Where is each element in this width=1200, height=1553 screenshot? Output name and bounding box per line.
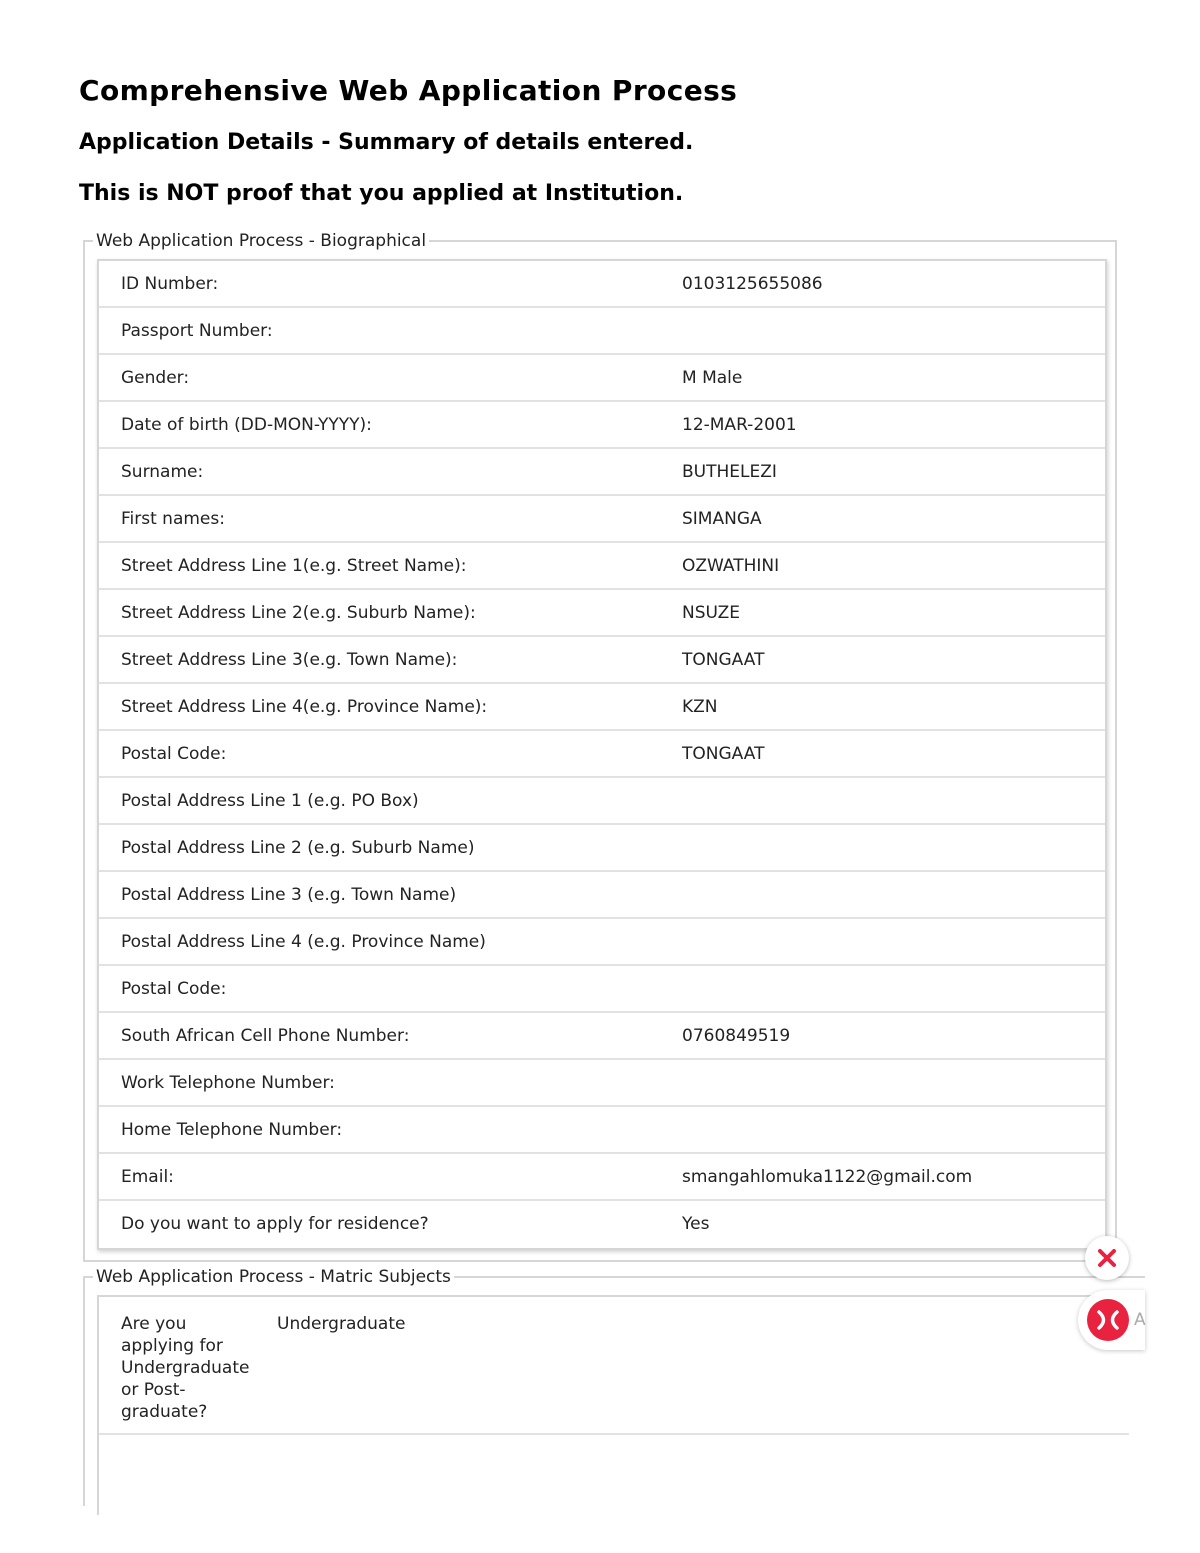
row-divider [99, 1433, 1129, 1435]
row-value: TONGAAT [682, 650, 765, 670]
row-label: Do you want to apply for residence? [121, 1214, 429, 1234]
biographical-fieldset [83, 231, 1117, 1262]
table-row [99, 261, 1105, 308]
row-label: Home Telephone Number: [121, 1120, 343, 1140]
page-title: Comprehensive Web Application Process [79, 74, 738, 107]
row-value: 0103125655086 [682, 274, 823, 294]
row-value: KZN [682, 697, 718, 717]
row-label: Postal Address Line 2 (e.g. Suburb Name) [121, 838, 475, 858]
widget-label-peek: A [1134, 1310, 1146, 1330]
table-row [99, 1154, 1105, 1201]
matric-table [97, 1295, 1127, 1515]
row-value: NSUZE [682, 603, 741, 623]
table-row [99, 1201, 1105, 1248]
biographical-table [97, 259, 1107, 1250]
row-label: Gender: [121, 368, 190, 388]
close-x-icon [1095, 1246, 1119, 1270]
row-value: 12-MAR-2001 [682, 415, 797, 435]
row-value: smangahlomuka1122@gmail.com [682, 1167, 973, 1187]
row-label: ID Number: [121, 274, 219, 294]
table-row [99, 1013, 1105, 1060]
row-label: Surname: [121, 462, 204, 482]
table-row [99, 590, 1105, 637]
notice-heading: This is NOT proof that you applied at Institution. [79, 181, 684, 206]
matric-question: Are you applying for Undergraduate or Post-graduate? [121, 1314, 250, 1422]
row-label: Postal Address Line 4 (e.g. Province Name) [121, 932, 486, 952]
row-label: Date of birth (DD-MON-YYYY): [121, 415, 372, 435]
table-row [99, 872, 1105, 919]
biographical-legend: Web Application Process - Biographical [93, 230, 429, 252]
table-row [99, 449, 1105, 496]
table-row [99, 966, 1105, 1013]
table-row [99, 496, 1105, 543]
table-row [99, 919, 1105, 966]
table-row [99, 1060, 1105, 1107]
row-value: SIMANGA [682, 509, 762, 529]
table-row [99, 1107, 1105, 1154]
close-widget-button[interactable] [1085, 1236, 1129, 1280]
row-label: Postal Code: [121, 979, 227, 999]
row-label: Street Address Line 4(e.g. Province Name): [121, 697, 488, 717]
row-label: Street Address Line 1(e.g. Street Name): [121, 556, 467, 576]
row-label: Street Address Line 2(e.g. Suburb Name): [121, 603, 476, 623]
row-value: Yes [682, 1214, 710, 1234]
row-label: Postal Code: [121, 744, 227, 764]
row-label: South African Cell Phone Number: [121, 1026, 410, 1046]
floating-action-button[interactable] [1087, 1299, 1129, 1341]
table-row [99, 543, 1105, 590]
page-subtitle: Application Details - Summary of details entered. [79, 130, 694, 155]
row-value: 0760849519 [682, 1026, 791, 1046]
table-row [99, 637, 1105, 684]
matric-legend: Web Application Process - Matric Subjects [93, 1266, 454, 1288]
row-value: TONGAAT [682, 744, 765, 764]
row-value: OZWATHINI [682, 556, 780, 576]
row-label: Work Telephone Number: [121, 1073, 335, 1093]
table-row [99, 684, 1105, 731]
table-row [99, 778, 1105, 825]
row-label: Passport Number: [121, 321, 273, 341]
row-label: Postal Address Line 3 (e.g. Town Name) [121, 885, 457, 905]
row-value: M Male [682, 368, 743, 388]
table-row [99, 731, 1105, 778]
matric-answer: Undergraduate [277, 1314, 406, 1334]
table-row [99, 402, 1105, 449]
logo-icon [1096, 1308, 1120, 1332]
table-row [99, 355, 1105, 402]
row-label: Postal Address Line 1 (e.g. PO Box) [121, 791, 419, 811]
row-label: First names: [121, 509, 225, 529]
matric-fieldset [83, 1267, 1145, 1506]
table-row [99, 308, 1105, 355]
table-row [99, 825, 1105, 872]
row-label: Street Address Line 3(e.g. Town Name): [121, 650, 458, 670]
row-value: BUTHELEZI [682, 462, 777, 482]
row-label: Email: [121, 1167, 174, 1187]
floating-widget[interactable] [1078, 1290, 1145, 1350]
